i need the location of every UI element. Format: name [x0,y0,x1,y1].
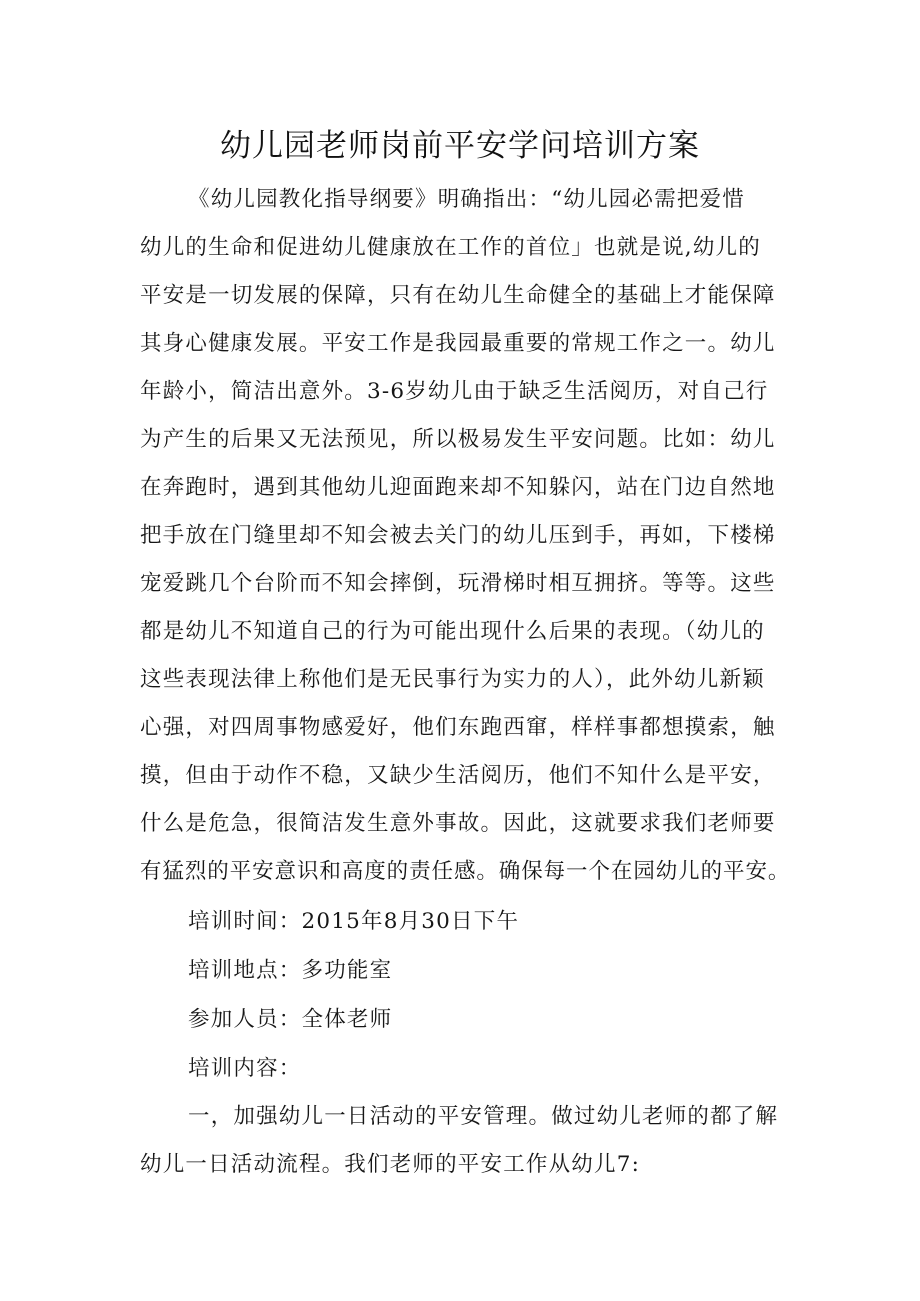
body-line: 心强，对四周事物感爱好，他们东跑西窜，样样事都想摸索，触 [140,715,776,740]
body-line: 其身心健康发展。平安工作是我园最重要的常规工作之一。幼儿 [140,331,776,356]
body-line: 这些表现法律上称他们是无民事行为实力的人），此外幼儿新颖 [140,667,765,692]
document-title: 幼儿园老师岗前平安学问培训方案 [220,128,700,164]
body-line: 为产生的后果又无法预见，所以极易发生平安问题。比如：幼儿 [140,427,776,452]
body-line: 把手放在门缝里却不知会被去关门的幼儿压到手，再如，下楼梯 [140,523,776,548]
training-content-heading: 培训内容： [188,1056,302,1081]
body-line: 宠爱跳几个台阶而不知会摔倒，玩滑梯时相互拥挤。等等。这些 [140,571,776,596]
section-line: 幼儿一日活动流程。我们老师的平安工作从幼儿7: [140,1152,641,1177]
participants: 参加人员：全体老师 [188,1007,393,1032]
body-line: 有猛烈的平安意识和高度的责任感。确保每一个在园幼儿的平安。 [140,859,791,884]
training-time: 培训时间：2015年8月30日下午 [188,909,520,934]
body-line: 都是幼儿不知道自己的行为可能出现什么后果的表现。（幼儿的 [140,619,765,644]
section-line: 一，加强幼儿一日活动的平安管理。做过幼儿老师的都了解 [188,1104,779,1129]
body-line: 平安是一切发展的保障，只有在幼儿生命健全的基础上才能保障 [140,283,776,308]
body-line: 摸，但由于动作不稳，又缺少生活阅历，他们不知什么是平安， [140,763,776,788]
body-line: 年龄小，简洁出意外。3-6岁幼儿由于缺乏生活阅历，对自己行 [140,379,769,404]
body-line: 在奔跑时，遇到其他幼儿迎面跑来却不知躲闪，站在门边自然地 [140,475,776,500]
body-line: 什么是危急，很简洁发生意外事故。因此，这就要求我们老师要 [140,811,776,836]
body-line: 《幼儿园教化指导纲要》明确指出：“幼儿园必需把爱惜 [188,187,745,212]
training-place: 培训地点：多功能室 [188,958,393,983]
body-line: 幼儿的生命和促进幼儿健康放在工作的首位」也就是说,幼儿的 [140,235,761,260]
